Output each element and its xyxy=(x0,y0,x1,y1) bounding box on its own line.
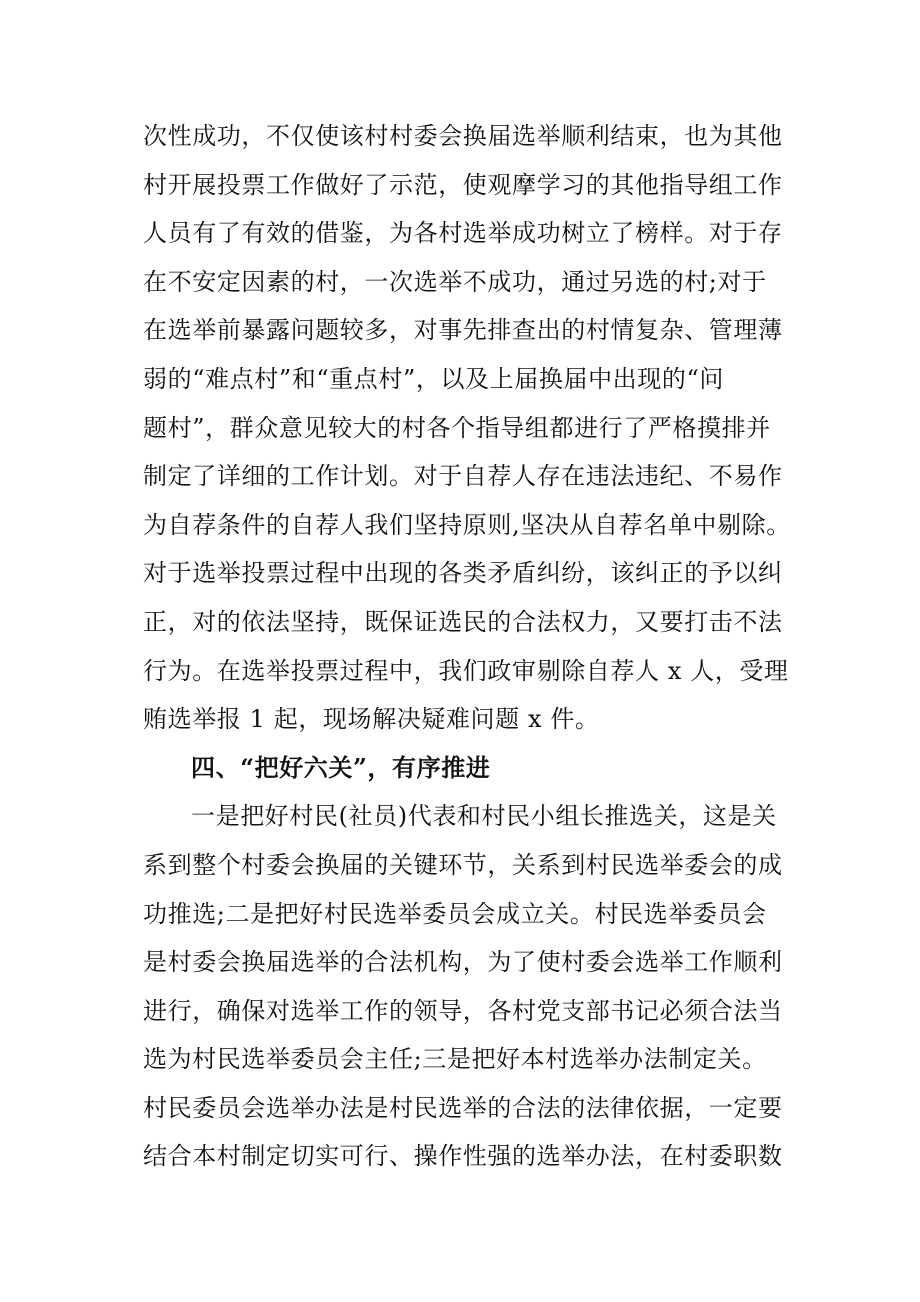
document-body xyxy=(143,112,793,1181)
paragraph-line: 结合本村制定切实可行、操作性强的选举办法，在村委职数 xyxy=(143,1142,783,1171)
paragraph-line: 正，对的依法坚持，既保证选民的合法权力，又要打击不法 xyxy=(143,607,783,636)
paragraph-line: 为自荐条件的自荐人我们坚持原则,坚决从自荐名单中剔除。 xyxy=(143,510,791,539)
section-heading: 四、“把好六关”，有序推进 xyxy=(191,752,491,782)
paragraph-line: 在不安定因素的村，一次选举不成功，通过另选的村;对于 xyxy=(143,267,767,296)
paragraph-line: 弱的“难点村”和“重点村”，以及上届换届中出现的“问 xyxy=(143,364,724,393)
paragraph-line: 题村”，群众意见较大的村各个指导组都进行了严格摸排并 xyxy=(143,413,771,442)
paragraph-line: 次性成功，不仅使该村村委会换届选举顺利结束，也为其他 xyxy=(143,122,783,150)
paragraph-line: 村民委员会选举办法是村民选举的合法的法律依据，一定要 xyxy=(143,1093,783,1122)
paragraph-line: 功推选;二是把好村民选举委员会成立关。村民选举委员会 xyxy=(143,899,767,928)
paragraph-line: 是村委会换届选举的合法机构，为了使村委会选举工作顺利 xyxy=(143,948,783,977)
paragraph-line: 在选举前暴露问题较多，对事先排查出的村情复杂、管理薄 xyxy=(143,316,783,345)
paragraph-first-line: 一是把好村民(社员)代表和村民小组长推选关，这是关 xyxy=(191,802,777,831)
paragraph-line: 行为。在选举投票过程中，我们政审剔除自荐人 x 人，受理 xyxy=(143,656,789,685)
paragraph-line: 系到整个村委会换届的关键环节，关系到村民选举委会的成 xyxy=(143,850,783,879)
paragraph-line: 贿选举报 1 起，现场解决疑难问题 x 件。 xyxy=(143,705,600,734)
paragraph-line: 人员有了有效的借鉴，为各村选举成功树立了榜样。对于存 xyxy=(143,219,783,248)
paragraph-line: 制定了详细的工作计划。对于自荐人存在违法违纪、不易作 xyxy=(143,462,783,491)
paragraph-line: 进行，确保对选举工作的领导，各村党支部书记必须合法当 xyxy=(143,996,783,1025)
paragraph-line: 村开展投票工作做好了示范，使观摩学习的其他指导组工作 xyxy=(143,170,783,199)
paragraph-line: 对于选举投票过程中出现的各类矛盾纠纷，该纠正的予以纠 xyxy=(143,559,783,588)
paragraph-line: 选为村民选举委员会主任;三是把好本村选举办法制定关。 xyxy=(143,1045,767,1074)
